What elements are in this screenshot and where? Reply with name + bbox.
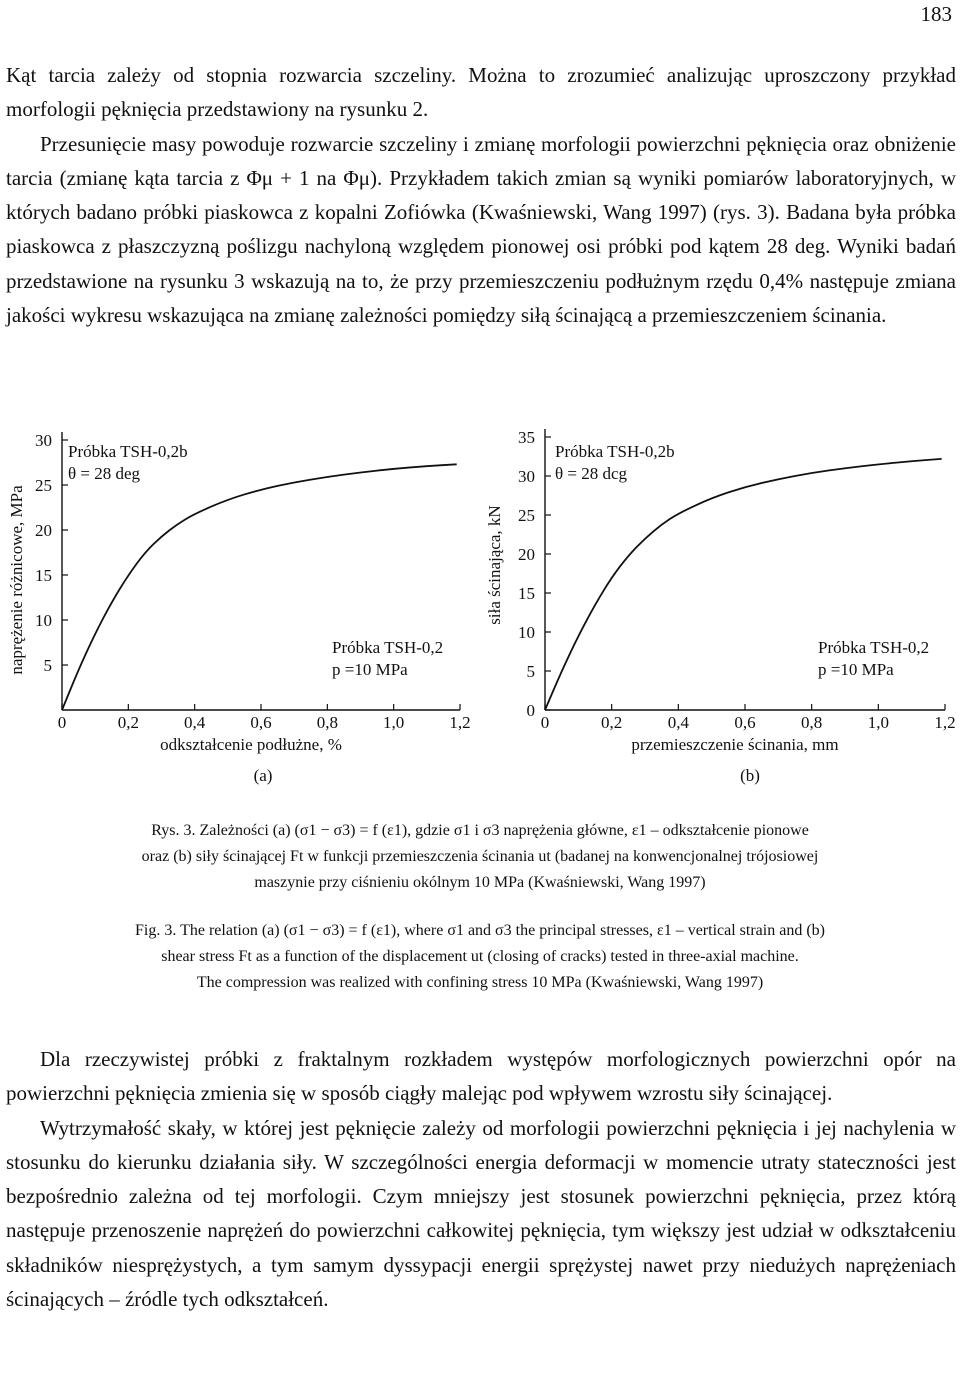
paragraph: Wytrzymałość skały, w której jest pęknięcie zależy od morfologii powierzchni pęknięcia i jej nachylenia w stosunku do kierunku działania siły. W szczególności energia deformacji w momencie utraty stateczności jest bezpośrednio zależna od tej morfologii. Czym mniejszy jest stosunek powierzchni pęknięcia, przez którą następuje przenoszenie naprężeń do powierzchni całkowitej pęknięcia, tym większy jest udział w odkształceniu składników niesprężystych, a tym samym dyssypacji energii sprężystej nawet przy niedużych naprężeniach ścinających – źródle tych odkształceń. xyxy=(6,1115,956,1312)
x-tick-label: 0,4 xyxy=(667,713,689,732)
annotation-bottom: Próbka TSH-0,2 xyxy=(332,638,444,657)
y-tick-label: 10 xyxy=(35,611,52,630)
figure-svg xyxy=(0,425,960,805)
intro-text xyxy=(6,58,956,332)
y-axis-label: naprężenie różnicowe, MPa xyxy=(7,485,26,675)
x-tick-label: 0 xyxy=(57,713,67,732)
y-tick-label: 20 xyxy=(35,521,52,540)
caption-polish xyxy=(0,818,960,896)
y-tick-label: 20 xyxy=(518,545,535,564)
y-tick-label: 25 xyxy=(518,506,535,525)
x-tick-label: 0,6 xyxy=(250,713,272,732)
annotation-bottom: Próbka TSH-0,2 xyxy=(818,638,930,657)
annotation-bottom: p =10 MPa xyxy=(332,660,408,679)
y-tick-label: 15 xyxy=(35,566,52,585)
page-number: 183 xyxy=(920,2,952,26)
caption-line: oraz (b) siły ścinającej Ft w funkcji przemieszczenia ścinania ut (badanej na konwencjonalnej trójosiowej xyxy=(141,848,819,865)
y-tick-label: 5 xyxy=(526,662,535,681)
x-axis-label: przemieszczenie ścinania, mm xyxy=(631,735,839,754)
y-tick-label: 25 xyxy=(35,476,52,495)
y-tick-label: 35 xyxy=(518,428,535,447)
x-tick-label: 0,8 xyxy=(801,713,823,732)
panel-label: (a) xyxy=(253,766,273,785)
caption-line: Fig. 3. The relation (a) (σ1 − σ3) = f (ε1), where σ1 and σ3 the principal stresses, ε1 – vertical strain and (b) xyxy=(135,922,825,939)
caption-line: The compression was realized with confining stress 10 MPa (Kwaśniewski, Wang 1997) xyxy=(196,974,764,991)
y-tick-label: 0 xyxy=(526,701,535,720)
annotation-bottom: p =10 MPa xyxy=(818,660,894,679)
panel-label: (b) xyxy=(740,766,760,785)
x-tick-label: 0 xyxy=(540,713,550,732)
annotation-top: Próbka TSH-0,2b xyxy=(68,442,188,461)
y-tick-label: 5 xyxy=(43,656,52,675)
chart-b xyxy=(485,428,956,785)
x-tick-label: 1,0 xyxy=(383,713,405,732)
x-axis-label: odkształcenie podłużne, % xyxy=(160,735,342,754)
caption-line: maszynie przy ciśnieniu okólnym 10 MPa (Kwaśniewski, Wang 1997) xyxy=(254,874,706,891)
paragraph: Dla rzeczywistej próbki z fraktalnym rozkładem występów morfologicznych powierzchni opór na powierzchni pęknięcia zmienia się w sposób ciągły malejąc pod wpływem wzrostu siły ścinającej. xyxy=(6,1047,956,1106)
y-tick-label: 10 xyxy=(518,623,535,642)
x-tick-label: 0,6 xyxy=(734,713,756,732)
x-tick-label: 1,2 xyxy=(934,713,956,732)
x-tick-label: 0,2 xyxy=(601,713,623,732)
x-tick-label: 0,2 xyxy=(117,713,139,732)
caption-english xyxy=(0,918,960,996)
x-tick-label: 0,4 xyxy=(184,713,206,732)
caption-line: shear stress Ft as a function of the displacement ut (closing of cracks) tested in three-axial machine. xyxy=(161,948,799,965)
figure-3 xyxy=(0,425,960,805)
x-tick-label: 1,0 xyxy=(867,713,889,732)
y-axis-label: siła ścinająca, kN xyxy=(485,505,504,625)
y-tick-label: 15 xyxy=(518,584,535,603)
annotation-top: θ = 28 dcg xyxy=(555,464,628,483)
paragraph: Kąt tarcia zależy od stopnia rozwarcia szczeliny. Można to zrozumieć analizując uproszczony przykład morfologii pęknięcia przedstawiony na rysunku 2. xyxy=(6,63,956,122)
annotation-top: θ = 28 deg xyxy=(68,464,141,483)
x-tick-label: 0,8 xyxy=(316,713,338,732)
chart-a xyxy=(7,431,471,785)
y-tick-label: 30 xyxy=(35,431,52,450)
x-tick-label: 1,2 xyxy=(449,713,471,732)
annotation-top: Próbka TSH-0,2b xyxy=(555,442,675,461)
closing-text xyxy=(6,1042,956,1316)
caption-line: Rys. 3. Zależności (a) (σ1 − σ3) = f (ε1), gdzie σ1 i σ3 naprężenia główne, ε1 – odkształcenie pionowe xyxy=(151,822,809,839)
paragraph: Przesunięcie masy powoduje rozwarcie szczeliny i zmianę morfologii powierzchni pęknięcia oraz obniżenie tarcia (zmianę kąta tarcia z Φμ + 1 na Φμ). Przykładem takich zmian są wyniki pomiarów laboratoryjnych, w których badano próbki piaskowca z kopalni Zofiówka (Kwaśniewski, Wang 1997) (rys. 3). Badana była próbka piaskowca z płaszczyzną poślizgu nachyloną względem pionowej osi próbki pod kątem 28 deg. Wyniki badań przedstawione na rysunku 3 wskazują na to, że przy przemieszczeniu podłużnym rzędu 0,4% następuje zmiana jakości wykresu wskazująca na zmianę zależności pomiędzy siłą ścinającą a przemieszczeniem ścinania. xyxy=(6,131,956,328)
y-tick-label: 30 xyxy=(518,467,535,486)
